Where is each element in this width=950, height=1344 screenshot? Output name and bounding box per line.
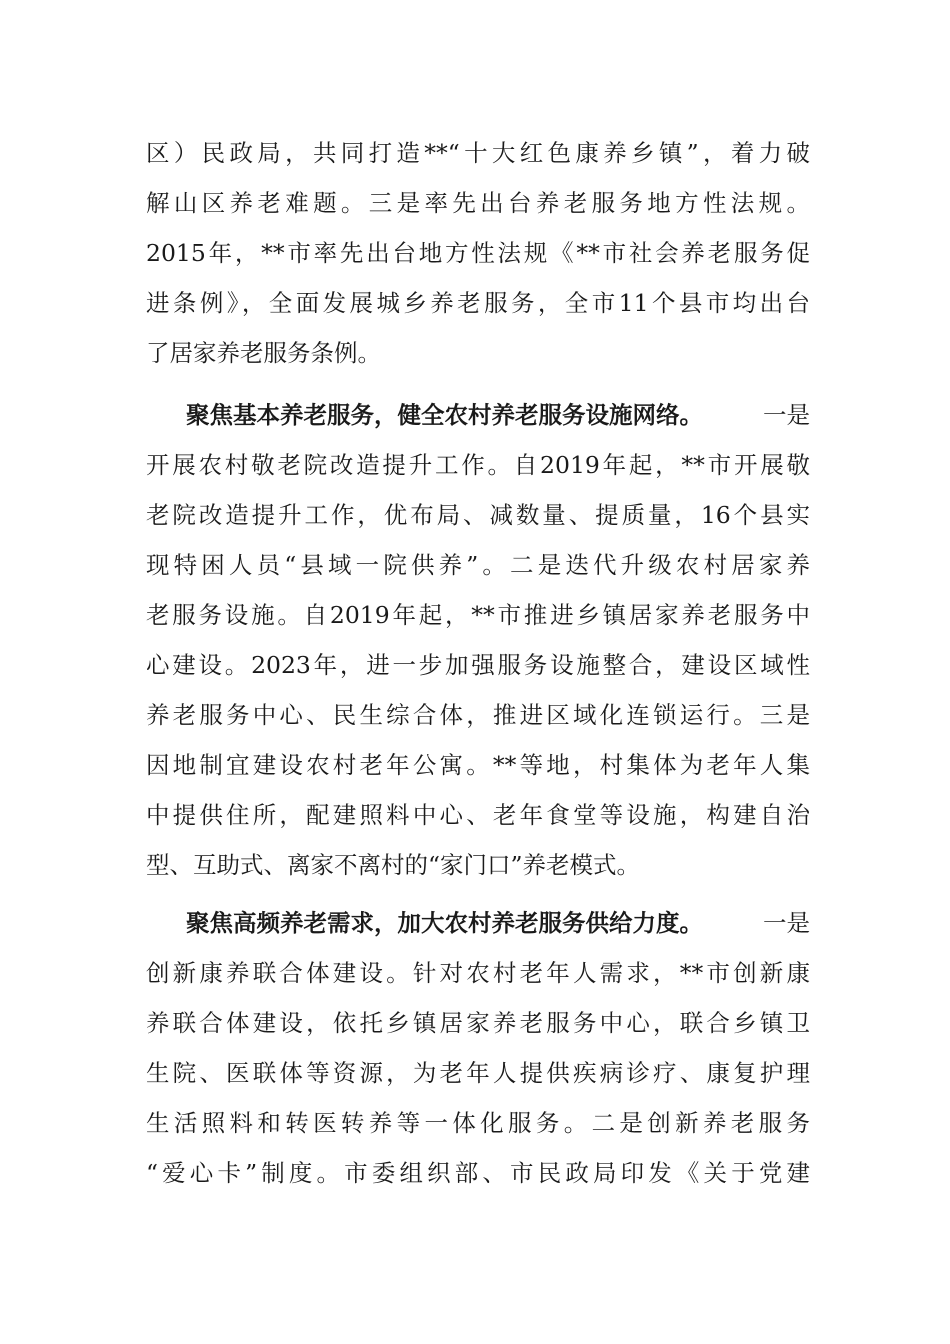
paragraph-2-lead-line (186, 400, 810, 430)
paragraph-1-line-1: 区）民政局，共同打造**“十大红色康养乡镇”，着力破 (146, 139, 810, 167)
paragraph-2-line-8: 中提供住所，配建照料中心、老年食堂等设施，构建自治 (146, 801, 810, 829)
paragraph-3-line-1: 创新康养联合体建设。针对农村老年人需求，**市创新康 (146, 959, 810, 987)
paragraph-3-line-4: 生活照料和转医转养等一体化服务。二是创新养老服务 (146, 1109, 810, 1137)
paragraph-3-lead-line (186, 908, 810, 938)
paragraph-2-line-3: 现特困人员“县域一院供养”。二是迭代升级农村居家养 (146, 551, 810, 579)
paragraph-1-line-5: 了居家养老服务条例。 (146, 339, 381, 367)
paragraph-3-line-3: 生院、医联体等资源，为老年人提供疾病诊疗、康复护理 (146, 1059, 810, 1087)
paragraph-2-line-7: 因地制宜建设农村老年公寓。**等地，村集体为老年人集 (146, 751, 810, 779)
paragraph-3-heading: 聚焦高频养老需求，加大农村养老服务供给力度。 (186, 909, 703, 937)
paragraph-2-line-6: 养老服务中心、民生综合体，推进区域化连锁运行。三是 (146, 701, 810, 729)
paragraph-3-line-2: 养联合体建设，依托乡镇居家养老服务中心，联合乡镇卫 (146, 1009, 810, 1037)
paragraph-2-line-1: 开展农村敬老院改造提升工作。自2019年起，**市开展敬 (146, 451, 810, 479)
paragraph-3-lead-rest: 一是 (763, 909, 810, 937)
paragraph-2-line-5: 心建设。2023年，进一步加强服务设施整合，建设区域性 (146, 651, 810, 679)
paragraph-2-line-2: 老院改造提升工作，优布局、减数量、提质量，16个县实 (146, 501, 810, 529)
paragraph-2-lead-rest: 一是 (763, 401, 810, 429)
paragraph-1-line-3: 2015年，**市率先出台地方性法规《**市社会养老服务促 (146, 239, 810, 267)
paragraph-1-line-4: 进条例》，全面发展城乡养老服务，全市11个县市均出台 (146, 289, 810, 317)
paragraph-2-heading: 聚焦基本养老服务，健全农村养老服务设施网络。 (186, 401, 703, 429)
paragraph-1-line-2: 解山区养老难题。三是率先出台养老服务地方性法规。 (146, 189, 810, 217)
paragraph-2-line-4: 老服务设施。自2019年起，**市推进乡镇居家养老服务中 (146, 601, 810, 629)
paragraph-2-line-9: 型、互助式、离家不离村的“家门口”养老模式。 (146, 851, 641, 879)
paragraph-3-line-5: “爱心卡”制度。市委组织部、市民政局印发《关于党建 (146, 1159, 810, 1187)
